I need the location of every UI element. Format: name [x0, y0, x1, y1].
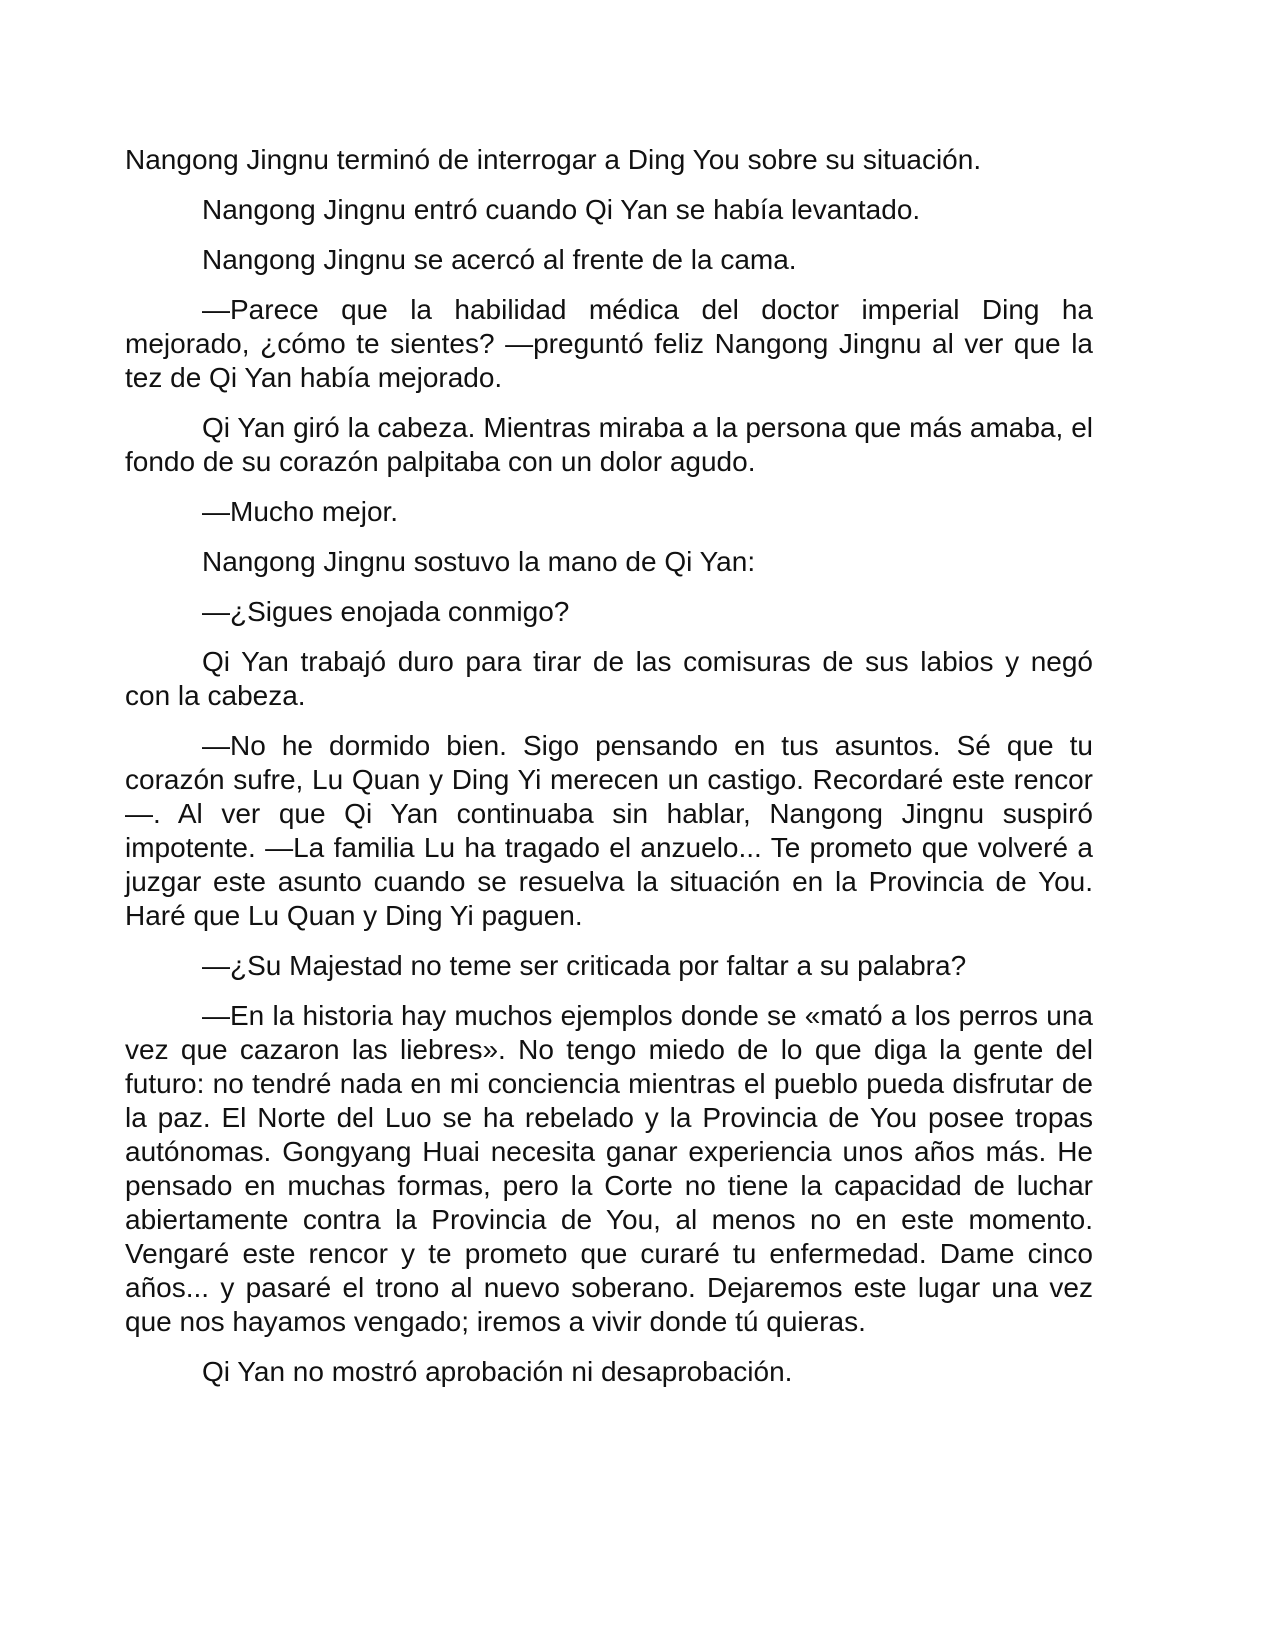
paragraph-4: —Parece que la habilidad médica del doctor imperial Ding ha mejorado, ¿cómo te sientes? —preguntó feliz Nangong Jingnu al ver que la tez de Qi Yan había mejorado. — [125, 294, 1093, 393]
paragraph-2: Nangong Jingnu entró cuando Qi Yan se había levantado. — [202, 194, 921, 225]
paragraph-5: Qi Yan giró la cabeza. Mientras miraba a la persona que más amaba, el fondo de su corazón palpitaba con un dolor agudo. — [125, 412, 1093, 477]
paragraph-11: —¿Su Majestad no teme ser criticada por faltar a su palabra? — [202, 950, 967, 981]
paragraph-12: —En la historia hay muchos ejemplos donde se «mató a los perros una vez que cazaron las liebres». No tengo miedo de lo que diga la gente del futuro: no tendré nada en mi conciencia mientras el pueblo pueda disfrutar de la paz. El Norte del Luo se ha rebelado y la Provincia de You posee tropas autónomas. Gongyang Huai necesita ganar experiencia unos años más. He pensado en muchas formas, pero la Corte no tiene la capacidad de luchar abiertamente contra la Provincia de You, al menos no en este momento. Vengaré este rencor y te prometo que curaré tu enfermedad. Dame cinco años... y pasaré el trono al nuevo soberano. Dejaremos este lugar una vez que nos hayamos vengado; iremos a vivir donde tú quieras. — [125, 1000, 1093, 1337]
paragraph-1: Nangong Jingnu terminó de interrogar a Ding You sobre su situación. — [125, 144, 982, 175]
paragraph-6: —Mucho mejor. — [202, 496, 399, 527]
paragraph-3: Nangong Jingnu se acercó al frente de la cama. — [202, 244, 797, 275]
document-body — [125, 143, 1093, 1405]
paragraph-13: Qi Yan no mostró aprobación ni desaprobación. — [202, 1356, 793, 1387]
paragraph-9: Qi Yan trabajó duro para tirar de las comisuras de sus labios y negó con la cabeza. — [125, 646, 1093, 711]
paragraph-8: —¿Sigues enojada conmigo? — [202, 596, 570, 627]
paragraph-10: —No he dormido bien. Sigo pensando en tus asuntos. Sé que tu corazón sufre, Lu Quan y Ding Yi merecen un castigo. Recordaré este rencor —. Al ver que Qi Yan continuaba sin hablar, Nangong Jingnu suspiró impotente. —La familia Lu ha tragado el anzuelo... Te prometo que volveré a juzgar este asunto cuando se resuelva la situación en la Provincia de You. Haré que Lu Quan y Ding Yi paguen. — [125, 730, 1093, 931]
paragraph-7: Nangong Jingnu sostuvo la mano de Qi Yan: — [202, 546, 756, 577]
